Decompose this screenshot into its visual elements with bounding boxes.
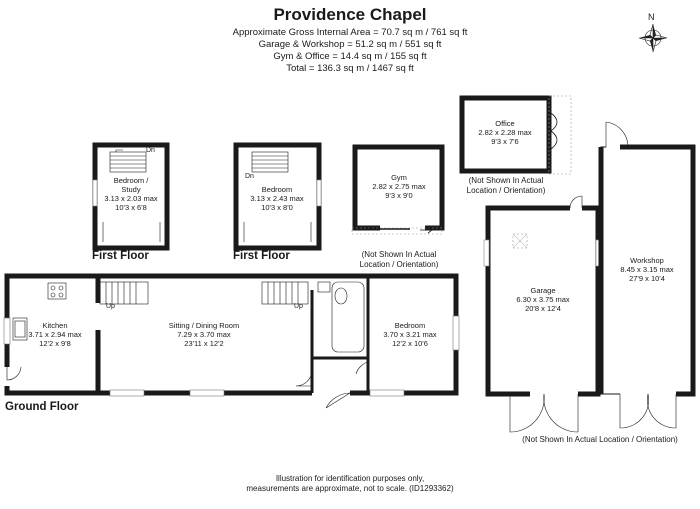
room-metric: 3.70 x 3.21 max (383, 330, 437, 339)
room-imperial: 20'8 x 12'4 (525, 304, 561, 313)
area-line: Gym & Office = 14.4 sq m / 155 sq ft (273, 51, 427, 62)
room-label-bedroom-first (250, 185, 303, 212)
room-metric: 2.82 x 2.75 max (372, 182, 426, 191)
room-name: Gym (391, 173, 407, 182)
room-metric: 2.82 x 2.28 max (478, 128, 532, 137)
room-label-bedroom-study (104, 176, 157, 212)
disclaimer-line: Illustration for identification purposes only, (275, 474, 425, 483)
area-line: Total = 136.3 sq m / 1467 sq ft (286, 63, 414, 74)
room-name: Bedroom (261, 185, 293, 194)
room-label-garage (516, 286, 569, 313)
room-label-workshop (620, 256, 673, 283)
area-line: Garage & Workshop = 51.2 sq m / 551 sq ft (258, 39, 442, 50)
room-name: Sitting / Dining Room (168, 321, 240, 330)
room-imperial: 10'3 x 8'0 (261, 203, 293, 212)
room-name: Kitchen (42, 321, 68, 330)
garage-walls (484, 196, 601, 432)
stairs-down-label: Dn (245, 173, 254, 180)
room-name: Bedroom / Study (113, 176, 149, 194)
disclaimer-line: measurements are approximate, not to scale. (ID1293362) (246, 484, 454, 493)
room-imperial: 27'9 x 10'4 (629, 274, 665, 283)
room-metric: 3.13 x 2.43 max (250, 194, 304, 203)
disclaimer (0, 474, 700, 494)
room-imperial: 9'3 x 9'0 (385, 191, 413, 200)
room-imperial: 10'3 x 6'8 (115, 203, 147, 212)
stairs-up-label: Up (106, 303, 115, 310)
garage-location-note: (Not Shown In Actual Location / Orientation) (522, 435, 678, 444)
room-label-sitting-dining (169, 321, 239, 348)
compass-north-label: N (648, 12, 655, 22)
ground-floor-label: Ground Floor (5, 401, 79, 413)
stairs-up-label: Up (294, 303, 303, 310)
first-floor-label: First Floor (92, 250, 149, 262)
room-label-office (478, 119, 531, 146)
room-metric: 8.45 x 3.15 max (620, 265, 674, 274)
room-imperial: 12'2 x 9'8 (39, 339, 71, 348)
room-label-kitchen (28, 321, 81, 348)
gym-location-note: (Not Shown In Actual Location / Orientation) (359, 250, 439, 269)
area-line: Approximate Gross Internal Area = 70.7 sq m / 761 sq ft (232, 27, 468, 38)
plan-title: Providence Chapel (273, 5, 427, 24)
room-metric: 3.71 x 2.94 max (28, 330, 82, 339)
office-location-note: (Not Shown In Actual Location / Orientation) (466, 176, 546, 195)
room-imperial: 12'2 x 10'6 (392, 339, 428, 348)
room-name: Bedroom (394, 321, 426, 330)
room-label-gym (372, 173, 425, 200)
room-name: Office (495, 119, 515, 128)
room-metric: 7.29 x 3.70 max (177, 330, 231, 339)
room-label-bedroom-ground (383, 321, 436, 348)
room-imperial: 23'11 x 12'2 (184, 339, 224, 348)
room-name: Workshop (630, 256, 664, 265)
room-metric: 3.13 x 2.03 max (104, 194, 158, 203)
room-imperial: 9'3 x 7'6 (491, 137, 519, 146)
first-floor-label: First Floor (233, 250, 290, 262)
room-name: Garage (530, 286, 556, 295)
room-metric: 6.30 x 3.75 max (516, 295, 570, 304)
stairs-down-label: Dn (146, 147, 155, 154)
